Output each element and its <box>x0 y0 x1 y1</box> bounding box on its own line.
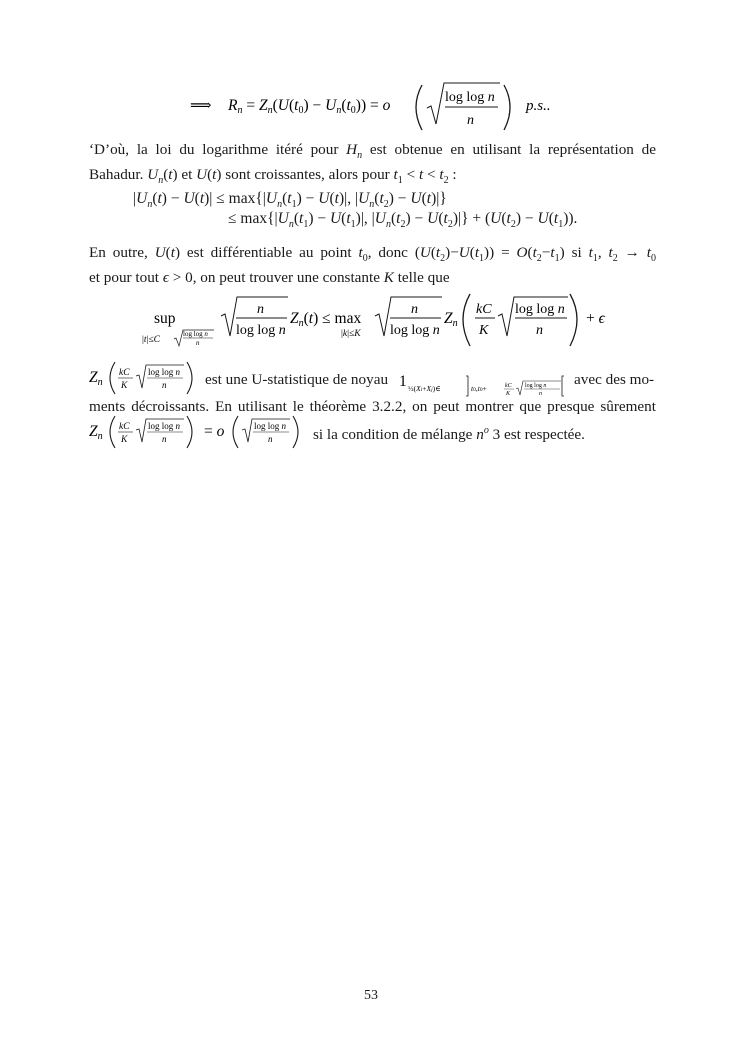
paragraph-2-line-1: En outre, U(t) est différentiable au point $t_0$, donc $(U(t_2)-U(t_1)) = O(t_2-t_1)$ si $t_1$, $t_2 \to t_0$ <box>89 244 657 265</box>
svg-text:Zn: Zn <box>444 310 458 329</box>
svg-text:kC: kC <box>119 368 130 378</box>
svg-text:log log n: log log n <box>236 323 286 338</box>
paragraph-3-line-2: ments décroissants. En utilisant le théorème 3.2.2, on peut montrer que presque sûrement <box>89 398 656 415</box>
svg-text:t0,t0+: t0,t0+ <box>471 384 487 393</box>
svg-text:kC: kC <box>476 302 492 317</box>
svg-text:= o: = o <box>204 423 225 440</box>
svg-text:K: K <box>121 381 128 391</box>
svg-text:kC: kC <box>505 383 512 389</box>
svg-text:½(Xi+Xj)∈: ½(Xi+Xj)∈ <box>408 384 441 393</box>
svg-text:log log n: log log n <box>525 383 547 389</box>
svg-text:log log n: log log n <box>445 90 495 105</box>
indicator-kernel <box>398 364 573 398</box>
svg-text:kC: kC <box>119 422 130 432</box>
paragraph-1 <box>89 140 656 190</box>
paragraph-1-line-2: Bahadur. $U_n(t)$ et U(t) sont croissantes, alors pour $t_1 < t < t_2$ : <box>89 166 457 187</box>
svg-text:log log n: log log n <box>515 302 565 317</box>
svg-text:|k|≤K: |k|≤K <box>341 329 361 339</box>
page-number: 53 <box>364 988 378 1003</box>
paragraph-1-line-1: ‘D’où, la loi du logarithme itéré pour $H_n$ est obtenue en utilisant la représentation de <box>89 141 656 162</box>
paragraph-3-text-a: est une U-statistique de noyau <box>205 371 389 388</box>
svg-text:n: n <box>196 339 200 347</box>
svg-text:|t|≤C: |t|≤C <box>142 335 161 345</box>
svg-text:log log n: log log n <box>254 421 287 431</box>
svg-text:Rn = Zn(U(t0) − Un(t0)) = o: Rn = Zn(U(t0) − Un(t0)) = o <box>228 97 391 116</box>
paragraph-3-text-end: si la condition de mélange $n^o$ 3 est respectée. <box>313 425 585 444</box>
svg-text:log log n: log log n <box>390 323 440 338</box>
svg-text:n: n <box>268 434 273 444</box>
svg-text:Zn: Zn <box>89 369 103 388</box>
svg-text:n: n <box>536 323 543 338</box>
svg-text:n: n <box>411 302 418 317</box>
paragraph-2-line-2: et pour tout ϵ > 0, on peut trouver une constante K telle que <box>89 269 450 287</box>
paragraph-3-text-b: avec des mo- <box>574 371 655 388</box>
svg-text:log log n: log log n <box>148 367 181 377</box>
inequality-line-2: ≤ $\max\{|U_n(t_1) - U(t_1)|$, $|U_n(t_2) - U(t_2)|\} + (U(t_2) - U(t_1))$. <box>228 210 578 231</box>
svg-text:⟹: ⟹ <box>190 98 212 114</box>
svg-text:n: n <box>162 434 167 444</box>
svg-text:Zn: Zn <box>89 423 103 442</box>
inequality-line-1: $|U_n(t) - U(t)| \le \max\{|U_n(t_1) - U(t)|$, $|U_n(t_2) - U(t)|$} <box>133 190 447 211</box>
paragraph-2 <box>89 243 656 287</box>
svg-text:n: n <box>257 302 264 317</box>
svg-text:1: 1 <box>399 373 407 390</box>
svg-text:log log n: log log n <box>148 421 181 431</box>
paragraph-3-line-1-math <box>88 360 208 396</box>
svg-text:K: K <box>506 391 511 397</box>
svg-text:sup: sup <box>154 310 176 327</box>
eq1-ps: p.s.. <box>526 98 551 114</box>
svg-text:Zn(t) ≤ max: Zn(t) ≤ max <box>290 310 362 329</box>
equation-sup <box>138 292 618 356</box>
svg-text:n: n <box>467 113 474 128</box>
equation-rn <box>190 80 590 136</box>
svg-text:+ ϵ: + ϵ <box>586 310 605 327</box>
svg-text:n: n <box>539 391 542 397</box>
svg-text:log log n: log log n <box>183 330 208 338</box>
svg-text:K: K <box>479 323 489 338</box>
paragraph-3-line-3-math <box>88 414 313 450</box>
svg-text:n: n <box>162 380 167 390</box>
svg-text:K: K <box>121 435 128 445</box>
